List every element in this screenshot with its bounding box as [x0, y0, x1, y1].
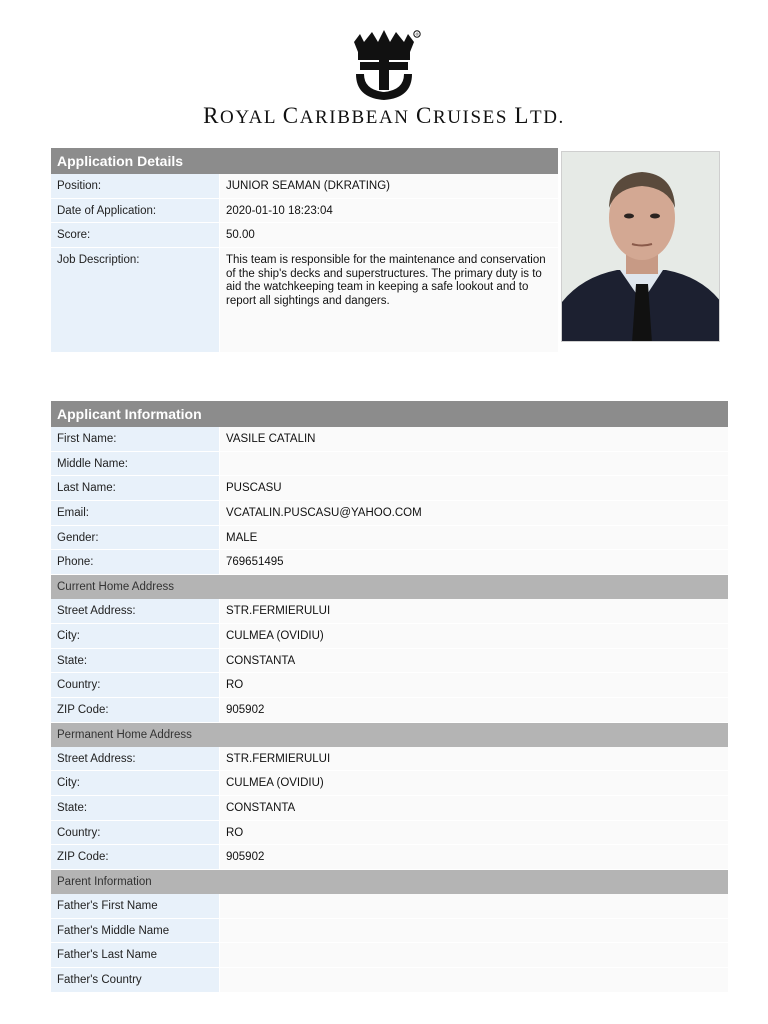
field-value: [220, 968, 728, 992]
applicant-photo: [561, 151, 720, 342]
permanent-street-row: [51, 747, 728, 772]
field-value: 769651495: [220, 550, 728, 574]
field-label: ZIP Code:: [51, 698, 219, 722]
field-value: CULMEA (OVIDIU): [220, 771, 728, 795]
field-value: RO: [220, 821, 728, 845]
permanent-country-row: [51, 821, 728, 846]
field-label: City:: [51, 771, 219, 795]
field-label: Score:: [51, 223, 219, 247]
info-row-first-name: [51, 427, 728, 452]
field-value: [220, 943, 728, 967]
info-row-email: [51, 501, 728, 526]
field-value: [220, 919, 728, 943]
field-label: Job Description:: [51, 248, 219, 352]
field-value: STR.FERMIERULUI: [220, 747, 728, 771]
father-middle-name-row: [51, 919, 728, 944]
detail-row-position: [51, 174, 558, 199]
info-row-middle-name: [51, 452, 728, 477]
field-value: VCATALIN.PUSCASU@YAHOO.COM: [220, 501, 728, 525]
father-first-name-row: [51, 894, 728, 919]
field-label: Street Address:: [51, 747, 219, 771]
parent-information-subheader: Parent Information: [51, 870, 728, 894]
permanent-address-subheader: Permanent Home Address: [51, 723, 728, 747]
permanent-city-row: [51, 771, 728, 796]
field-label: Email:: [51, 501, 219, 525]
field-value: [220, 452, 728, 476]
father-country-row: [51, 968, 728, 993]
info-row-gender: [51, 526, 728, 551]
field-label: Middle Name:: [51, 452, 219, 476]
field-label: Gender:: [51, 526, 219, 550]
field-label: Father's Middle Name: [51, 919, 219, 943]
field-value: 905902: [220, 698, 728, 722]
field-label: Father's First Name: [51, 894, 219, 918]
field-label: Last Name:: [51, 476, 219, 500]
detail-row-score: [51, 223, 558, 248]
company-name: ROYAL CARIBBEAN CRUISES LTD.: [203, 103, 565, 128]
section-title: Applicant Information: [51, 401, 728, 427]
company-logo: [0, 30, 768, 102]
applicant-information-section: [51, 401, 728, 993]
field-label: ZIP Code:: [51, 845, 219, 869]
field-label: State:: [51, 649, 219, 673]
field-label: Street Address:: [51, 599, 219, 623]
field-value: CULMEA (OVIDIU): [220, 624, 728, 648]
field-label: Father's Country: [51, 968, 219, 992]
detail-row-job-description: [51, 248, 558, 353]
permanent-zip-row: [51, 845, 728, 870]
registered-mark: ®: [415, 32, 419, 37]
current-state-row: [51, 649, 728, 674]
crown-anchor-icon: [344, 30, 424, 102]
section-title: Application Details: [51, 148, 558, 174]
field-label: Country:: [51, 821, 219, 845]
field-value: STR.FERMIERULUI: [220, 599, 728, 623]
current-address-subheader: Current Home Address: [51, 575, 728, 599]
field-value: CONSTANTA: [220, 796, 728, 820]
field-value: 2020-01-10 18:23:04: [220, 199, 558, 223]
field-label: First Name:: [51, 427, 219, 451]
field-value: CONSTANTA: [220, 649, 728, 673]
info-row-last-name: [51, 476, 728, 501]
current-zip-row: [51, 698, 728, 723]
info-row-phone: [51, 550, 728, 575]
field-label: Position:: [51, 174, 219, 198]
application-details-section: [51, 148, 558, 353]
field-value: RO: [220, 673, 728, 697]
current-country-row: [51, 673, 728, 698]
field-value: 50.00: [220, 223, 558, 247]
field-label: Date of Application:: [51, 199, 219, 223]
detail-row-date: [51, 199, 558, 224]
father-last-name-row: [51, 943, 728, 968]
field-value: JUNIOR SEAMAN (DKRATING): [220, 174, 558, 198]
field-value: 905902: [220, 845, 728, 869]
field-label: Phone:: [51, 550, 219, 574]
field-label: Father's Last Name: [51, 943, 219, 967]
permanent-state-row: [51, 796, 728, 821]
field-value: This team is responsible for the maintenance and conservation of the ship's decks and superstructures. The primary duty is to aid the watchkeeping team in keeping a safe lookout and to report all sightings and dangers.: [220, 248, 558, 352]
field-value: PUSCASU: [220, 476, 728, 500]
field-label: City:: [51, 624, 219, 648]
field-label: Country:: [51, 673, 219, 697]
current-street-row: [51, 599, 728, 624]
field-value: MALE: [220, 526, 728, 550]
field-label: State:: [51, 796, 219, 820]
field-value: VASILE CATALIN: [220, 427, 728, 451]
field-value: [220, 894, 728, 918]
current-city-row: [51, 624, 728, 649]
